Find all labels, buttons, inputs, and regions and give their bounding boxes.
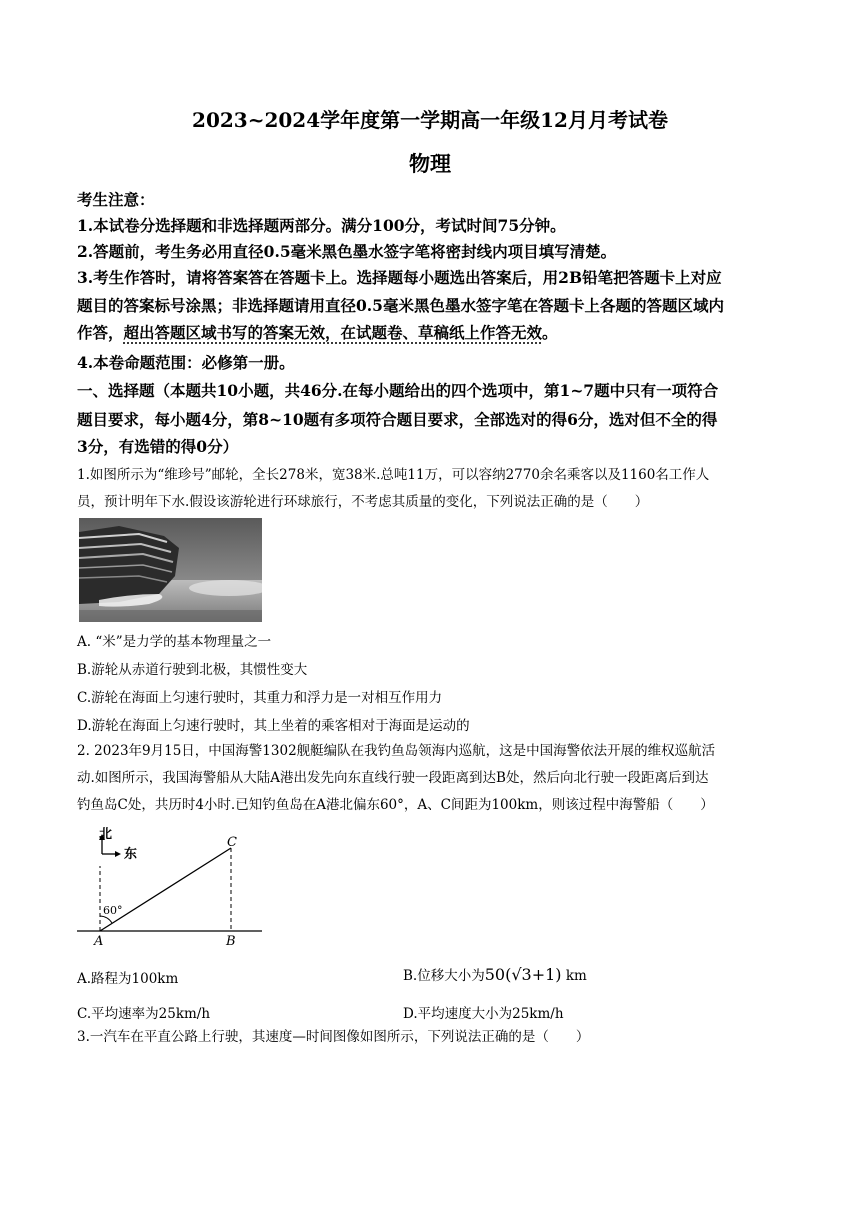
- label-point-b: B: [226, 934, 236, 949]
- label-point-a: A: [94, 934, 104, 949]
- exam-title: 2023~2024学年度第一学期高一年级12月月考试卷: [192, 108, 668, 132]
- q3-stem: 3.一汽车在平直公路上行驶，其速度—时间图像如图所示，下列说法正确的是（ ）: [77, 1029, 590, 1045]
- notice-item-3-line-3: [77, 323, 789, 343]
- line-ac: [100, 848, 231, 931]
- notice-item-4: 4.本卷命题范围：必修第一册。: [77, 353, 295, 372]
- label-angle: 60°: [103, 904, 123, 917]
- notice-item-3-line-1: 3.考生作答时，请将答案答在答题卡上。选择题每小题选出答案后，用2B铅笔把答题卡上对应: [77, 268, 722, 287]
- notice-item-1: 1.本试卷分选择题和非选择题两部分。满分100分，考试时间75分钟。: [77, 216, 566, 235]
- label-north: 北: [99, 827, 113, 842]
- q2-stem-line-3: 钓鱼岛C处，共历时4小时.已知钓鱼岛在A港北偏东60°，A、C间距为100km，则该过程中海警船（ ）: [77, 797, 714, 813]
- east-arrow-icon: [115, 851, 121, 857]
- q1-option-b: B.游轮从赤道行驶到北极，其惯性变大: [77, 662, 308, 678]
- section-1-line-1: 一、选择题（本题共10小题，共46分.在每小题给出的四个选项中，第1~7题中只有一项符合: [77, 381, 719, 400]
- section-1-line-2: 题目要求，每小题4分，第8~10题有多项符合题目要求，全部选对的得6分，选对但不全的得: [77, 410, 718, 429]
- q2-stem-line-1: 2. 2023年9月15日，中国海警1302舰艇编队在我钓鱼岛领海内巡航，这是中国海警依法开展的维权巡航活: [77, 743, 716, 759]
- label-point-c: C: [227, 835, 237, 850]
- q2-option-a: A.路程为100km: [77, 971, 179, 987]
- notice-item-2: 2.答题前，考生务必用直径0.5毫米黑色墨水签字笔将密封线内项目填写清楚。: [77, 242, 617, 261]
- label-east: 东: [124, 847, 138, 862]
- notice-heading: 考生注意：: [77, 190, 155, 209]
- q1-stem-line-2: 员，预计明年下水.假设该游轮进行环球旅行，不考虑其质量的变化，下列说法正确的是（ ）: [77, 494, 649, 510]
- q2-option-b-formula: 50(√3+1): [484, 965, 562, 984]
- q1-option-c: C.游轮在海面上匀速行驶时，其重力和浮力是一对相互作用力: [77, 690, 443, 706]
- q1-option-d: D.游轮在海面上匀速行驶时，其上坐着的乘客相对于海面是运动的: [77, 718, 470, 734]
- notice-item-3-line-3-c: 。: [542, 323, 558, 342]
- q2-option-c: C.平均速率为25km/h: [77, 1006, 211, 1022]
- cruise-ship-photo: [79, 518, 262, 622]
- q2-option-b-unit: km: [565, 968, 587, 984]
- notice-item-3-line-3-a: 作答，: [77, 323, 124, 342]
- q2-option-b: [403, 964, 587, 984]
- q2-stem-line-2: 动.如图所示，我国海警船从大陆A港出发先向东直线行驶一段距离到达B处，然后向北行驶一段距离后到达: [77, 770, 709, 786]
- q1-stem-line-1: 1.如图所示为“维珍号”邮轮，全长278米，宽38米.总吨11万，可以容纳2770余名乘客以及1160名工作人: [77, 467, 710, 483]
- navigation-diagram: [77, 826, 267, 950]
- subject-title: 物理: [409, 151, 451, 176]
- notice-item-3-line-2: 题目的答案标号涂黑；非选择题请用直径0.5毫米黑色墨水签字笔在答题卡上各题的答题区域内: [77, 296, 724, 315]
- angle-arc: [100, 916, 112, 923]
- q2-option-b-prefix: B.位移大小为: [403, 968, 485, 984]
- notice-item-3-emphasis: 超出答题区域书写的答案无效，在试题卷、草稿纸上作答无效: [123, 323, 543, 342]
- q1-option-a: A. “米”是力学的基本物理量之一: [77, 634, 272, 650]
- q2-option-d: D.平均速度大小为25km/h: [403, 1006, 564, 1022]
- section-1-line-3: 3分，有选错的得0分）: [77, 437, 239, 456]
